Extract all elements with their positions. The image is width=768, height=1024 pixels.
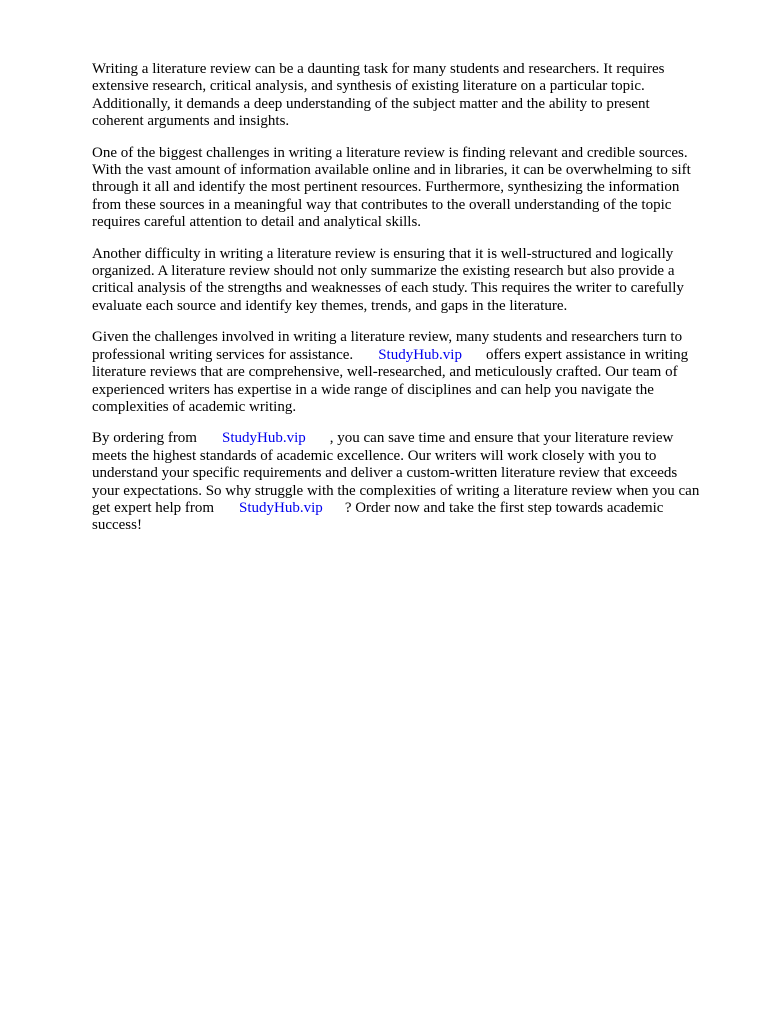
text-line: Writing a literature review can be a daunting task for many students and researchers. It requires (92, 61, 665, 77)
text-line-with-link (92, 430, 722, 447)
text-line: organized. A literature review should not only summarize the existing research but also provide a (92, 263, 675, 280)
text-line: With the vast amount of information available online and in libraries, it can be overwhelming to sift (92, 162, 691, 179)
paragraph-structure (92, 246, 722, 316)
document-body (92, 61, 722, 549)
paragraph-intro (92, 61, 722, 131)
text-line: complexities of academic writing. (92, 398, 297, 415)
text-line: Another difficulty in writing a literature review is ensuring that it is well-structured and logically (92, 245, 674, 262)
text-fragment: By ordering from (92, 430, 197, 447)
text-line: critical analysis of the strengths and weaknesses of each study. This requires the writer to carefully (92, 280, 684, 297)
text-line: success! (92, 517, 142, 534)
text-fragment: ? Order now and take the first step towards academic (344, 499, 664, 516)
paragraph-services (92, 329, 722, 416)
paragraph-ordering (92, 430, 722, 534)
text-line: experienced writers has expertise in a wide range of disciplines and can help you navigate the (92, 381, 654, 398)
text-line: from these sources in a meaningful way that contributes to the overall understanding of the topic (92, 196, 672, 213)
text-fragment: professional writing services for assistance. (92, 346, 354, 363)
text-line: your expectations. So why struggle with the complexities of writing a literature review when you can (92, 482, 700, 499)
studyhub-link[interactable]: StudyHub.vip (378, 346, 462, 363)
text-line: coherent arguments and insights. (92, 113, 290, 130)
text-fragment: , you can save time and ensure that your literature review (329, 430, 674, 447)
text-fragment: offers expert assistance in writing (485, 346, 689, 363)
text-line: extensive research, critical analysis, and synthesis of existing literature on a particular topic. (92, 78, 645, 95)
studyhub-link[interactable]: StudyHub.vip (221, 430, 306, 447)
text-line: Given the challenges involved in writing a literature review, many students and researchers turn to (92, 329, 683, 346)
text-line: One of the biggest challenges in writing a literature review is finding relevant and credible sources. (92, 144, 688, 161)
text-line: through it all and identify the most pertinent resources. Furthermore, synthesizing the information (92, 179, 680, 196)
text-line-with-link (92, 347, 722, 364)
text-line: meets the highest standards of academic excellence. Our writers will work closely with you to (92, 447, 657, 464)
studyhub-link[interactable]: StudyHub.vip (239, 499, 323, 516)
paragraph-challenges (92, 145, 722, 232)
text-line-with-link (92, 500, 722, 517)
text-line: requires careful attention to detail and analytical skills. (92, 214, 422, 231)
text-line: Additionally, it demands a deep understanding of the subject matter and the ability to present (92, 95, 650, 112)
text-line: understand your specific requirements and deliver a custom-written literature review that exceeds (92, 465, 678, 482)
text-line: literature reviews that are comprehensive, well-researched, and meticulously crafted. Our team of (92, 364, 678, 381)
text-fragment: get expert help from (92, 499, 215, 516)
text-line: evaluate each source and identify key themes, trends, and gaps in the literature. (92, 297, 568, 314)
